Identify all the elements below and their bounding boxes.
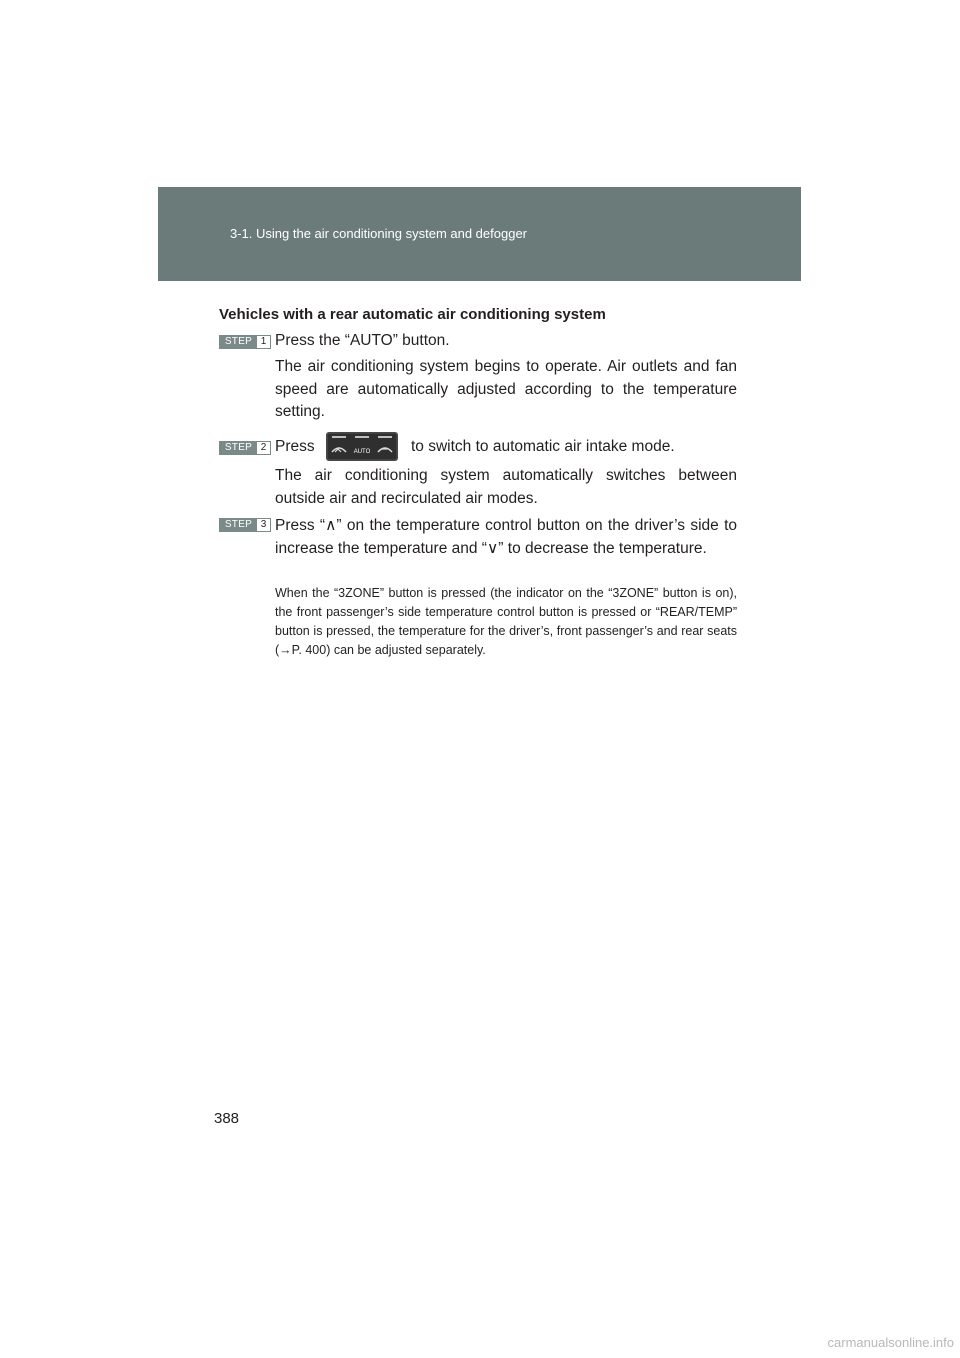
chapter-header-band [158, 187, 801, 281]
step-2-description: The air conditioning system automatically switches between outside air and recirculated air modes. [275, 467, 737, 507]
section-heading: Vehicles with a rear automatic air conditioning system [219, 306, 606, 323]
step-2-instruction-suffix: to switch to automatic air intake mode. [411, 438, 675, 455]
step-3-instruction: Press “∧” on the temperature control button on the driver’s side to increase the temperature and “∨” to decrease the temperature. [275, 517, 737, 557]
step-2-badge-word: STEP [220, 442, 257, 454]
step-1-badge-number: 1 [257, 336, 270, 348]
step-1-badge-word: STEP [220, 336, 257, 348]
auto-button-label: AUTO [353, 449, 371, 455]
step-2-badge-number: 2 [257, 442, 270, 454]
step-2-instruction-prefix: Press [275, 438, 315, 455]
step-1-description: The air conditioning system begins to operate. Air outlets and fan speed are automatically adjusted according to the temperature setting. [275, 358, 737, 420]
step-3-badge-word: STEP [220, 519, 257, 531]
air-intake-auto-button-icon [326, 432, 398, 461]
step-2-badge [219, 441, 271, 455]
step-3-note: When the “3ZONE” button is pressed (the indicator on the “3ZONE” button is on), the front passenger’s side temperature control button is pressed or “REAR/TEMP” button is pressed, the temperature for the driver’s, front passenger’s and rear seats (→P. 400) can be adjusted separately. [275, 586, 737, 657]
chapter-header-title: 3-1. Using the air conditioning system and defogger [230, 226, 528, 241]
air-intake-buttons-graphic [326, 432, 398, 461]
page-number: 388 [214, 1110, 240, 1127]
step-3-badge-number: 3 [257, 519, 270, 531]
step-1-instruction: Press the “AUTO” button. [275, 332, 450, 349]
step-3-badge [219, 518, 271, 532]
watermark: carmanualsonline.info [827, 1335, 954, 1350]
step-1-badge [219, 335, 271, 349]
